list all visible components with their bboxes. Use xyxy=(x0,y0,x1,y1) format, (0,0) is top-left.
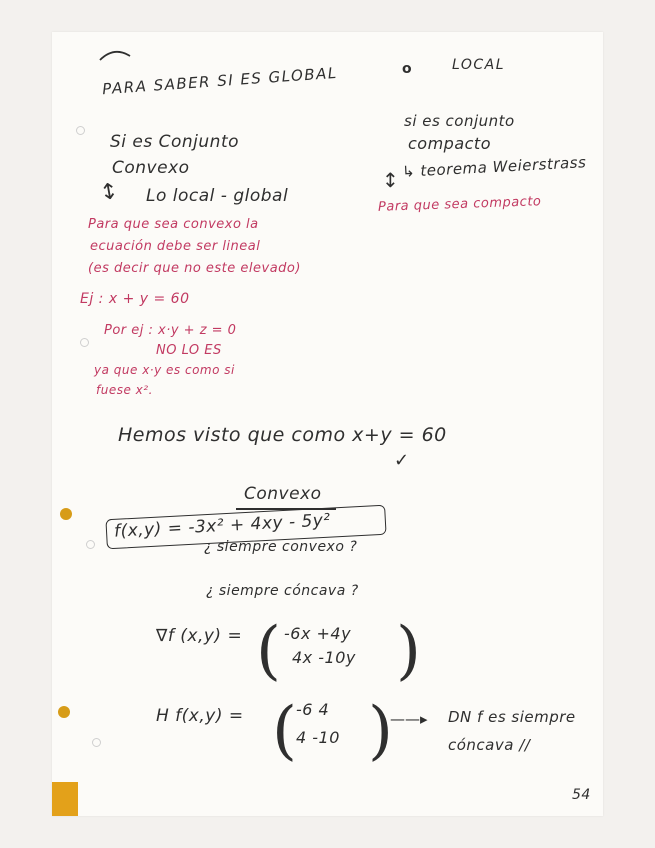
binder-hole xyxy=(92,738,101,747)
binder-hole xyxy=(86,540,95,549)
binder-hole xyxy=(60,508,72,520)
binder-hole xyxy=(80,338,89,347)
gradient-left-paren: ( xyxy=(256,614,281,688)
example2-line1: Por ej : x·y + z = 0 xyxy=(104,323,237,338)
page-number: 54 xyxy=(572,787,591,803)
gradient-row-1: -6x +4y xyxy=(284,624,352,643)
arc-mark xyxy=(96,44,136,64)
heading-text: PARA SABER SI ES GLOBAL xyxy=(101,63,339,99)
binder-hole xyxy=(58,706,70,718)
example2-line3: ya que x·y es como si xyxy=(94,363,235,377)
hessian-label: H f(x,y) = xyxy=(156,706,244,726)
hemos-visto-line: Hemos visto que como x+y = 60 xyxy=(118,424,447,446)
compact-condition: Para que sea compacto xyxy=(377,194,542,215)
example2-line4: fuese x². xyxy=(96,383,153,397)
gradient-row-2: 4x -10y xyxy=(292,648,356,667)
convexo-title: Convexo xyxy=(244,484,322,504)
pink-line-1: Para que sea convexo la xyxy=(88,217,259,232)
heading-local: LOCAL xyxy=(452,57,506,73)
page-edge-tab xyxy=(52,782,78,816)
hessian-row-1: -6 4 xyxy=(296,700,330,719)
function-definition: f(x,y) = -3x² + 4xy - 5y² xyxy=(113,510,332,542)
pink-line-3: (es decir que no este elevado) xyxy=(88,261,301,276)
binder-hole xyxy=(76,126,85,135)
example2-line2: NO LO ES xyxy=(156,343,222,358)
double-arrow-icon: ↕ xyxy=(97,178,121,207)
hessian-right-paren: ) xyxy=(368,694,393,768)
convex-line1: Si es Conjunto xyxy=(110,132,240,152)
convex-line2: Convexo xyxy=(112,158,190,178)
conclusion-line-1: DN f es siempre xyxy=(448,708,576,726)
double-arrow-icon-right: ↕ xyxy=(382,168,399,192)
hessian-left-paren: ( xyxy=(272,694,297,768)
local-global-text: Lo local - global xyxy=(146,186,289,206)
conclusion-line-2: cóncava // xyxy=(448,736,531,754)
compact-line1: si es conjunto xyxy=(404,112,515,130)
gradient-right-paren: ) xyxy=(396,614,421,688)
pink-line-2: ecuación debe ser lineal xyxy=(90,239,261,254)
implies-arrow-icon: ——▸ xyxy=(390,710,428,728)
weierstrass-line: ↳ teorema Weierstrass xyxy=(401,153,587,181)
siempre-concava-question: ¿ siempre cóncava ? xyxy=(206,583,359,599)
example-line: Ej : x + y = 60 xyxy=(80,291,190,307)
gradient-label: ∇f (x,y) = xyxy=(156,626,243,646)
check-mark-icon: ✓ xyxy=(394,450,410,471)
hessian-row-2: 4 -10 xyxy=(296,728,340,747)
compact-line2: compacto xyxy=(408,134,491,153)
siempre-convexo-question: ¿ siempre convexo ? xyxy=(204,539,358,555)
heading-or: o xyxy=(402,61,412,77)
